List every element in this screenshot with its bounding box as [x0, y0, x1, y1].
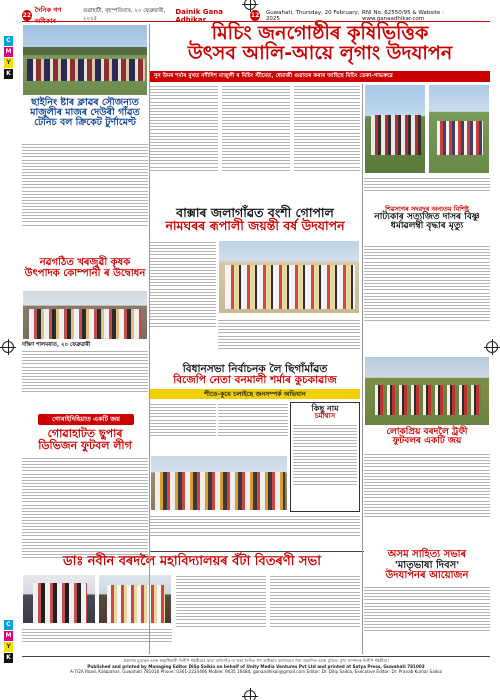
color-strip-yellow: Y [4, 58, 13, 68]
column-kicker: চৰ্মাশ্বাস [314, 412, 336, 421]
sahitya-body [364, 585, 490, 653]
sahitya-headline [364, 550, 490, 582]
date-line: গুৱাহাটী, বৃহস্পতিবাৰ, ২০ ফেব্ৰুৱাৰী, ২০২৫ [82, 7, 166, 22]
column-rule [149, 24, 150, 654]
footer-divider [22, 656, 490, 657]
sahitya-title-line-1: অসম সাহিত্য সভাৰ [387, 549, 467, 560]
football-headline [22, 428, 148, 451]
cricket-body [22, 142, 148, 254]
date-en: Guwahati, Thursday, 20 February, 2025 [265, 9, 360, 22]
paper-name: দৈনিক গণ অধিকাৰ [34, 5, 62, 25]
lead-photo-2 [428, 84, 490, 174]
cricket-headline: ছাইনিং ষ্টাৰ ক্লাৱৰ সৌজন্যত মাজুলীৰ মাজৰ দেউৰী গাঁৱত টেনিচ বল ক্রিকেট টুর্ণামেণ্ট [30, 97, 140, 128]
football-tag-text: গোৰাইদিহিয়াত একটি জয় [52, 415, 120, 423]
bjp-photo [150, 455, 288, 511]
bjp-body-col-2 [218, 402, 288, 452]
lead-title-line-1: মিচিং জনগোষ্ঠীৰ কৃষিভিত্তিক [211, 22, 429, 44]
bjp-body-col-3 [150, 514, 360, 548]
column-box [290, 402, 360, 512]
trophy-body [364, 452, 490, 548]
column-rule [362, 84, 363, 654]
namghar-photo [218, 240, 360, 314]
bjp-subheadline [150, 389, 360, 399]
lead-photo-caption [364, 176, 490, 202]
page-number-left: 22 [22, 12, 32, 19]
registration-mark-left [2, 341, 14, 353]
color-strip-yellow: Y [4, 642, 13, 652]
lead-photo-1 [364, 84, 426, 174]
color-strip-magenta: M [5, 632, 12, 639]
page-number-right: 12 [250, 12, 260, 19]
footer-line-3: A-7/2A Road, Kalapahar, Guwahati 781016 Phone: 0361-2224466 Mobile: 9435 16484, ganaadhikar@gmail.com Editor: Dr. Dilip Saikia, Executive Editor: Dr. Pranab Kumar Saikia [69, 669, 443, 675]
bjp-title-line-1: বিধানসভা নিৰ্বাচনক লৈ ছিগাঁমাঁৱত [182, 363, 328, 375]
namghar-headline [150, 206, 360, 232]
sahitya-title-line-3: উদযাপনৰ আয়োজন [385, 570, 469, 581]
obituary-headline [364, 206, 490, 232]
column-body [293, 423, 357, 507]
trophy-headline [364, 428, 490, 447]
college-photo-2 [98, 574, 172, 624]
college-headline: ডাঃ নবীন বৰদলৈ মহাবিদ্যালয়ৰ বঁটা বিতৰণী সভা [63, 554, 321, 569]
bjp-sub-text: শীতে-কুমে চলাইছে জনসম্পর্ক অভিযান [204, 390, 306, 398]
trophy-title-line-1: লোকপ্রিয় বৰদলৈ ট্রফী [386, 427, 468, 437]
trophy-title-line-2: ফুটবলৰ একটি জয় [392, 436, 462, 447]
registration-mark-bottom [244, 690, 256, 700]
fpc-caption: দক্ষিণ শালমৰাত, ২০ ফেব্ৰুৱাৰী [22, 342, 91, 348]
lead-body-col-3 [294, 84, 360, 202]
color-strip-cyan: C [4, 36, 13, 46]
namghar-title-line-1: বাক্সাৰ জলাগাঁৱত বংশী গোপাল [176, 205, 334, 220]
color-strip-magenta: M [5, 48, 12, 55]
footer-line-1: প্রকাশক মুদ্রাকৰ আৰু স্বত্বাধিকাৰী দিলীপ শইকীয়াৰ দ্বাৰা মালিগাঁও-ত থকা দৈনিক গণ অধিকাৰ কাৰ্যালয়ৰ পৰা প্রকাশিত আৰু মুদ্রিত। মুখ্য সম্পাদক দিলীপ শইকীয়া। [123, 658, 389, 663]
bjp-title-line-2: বিজেপি নেতা বনমালী শৰ্মাৰ কুচকাৱাজ [173, 374, 337, 387]
section-divider [150, 551, 364, 552]
football-title-line-1: গোৱাহাটত ছুপাৰ [47, 427, 123, 440]
college-body-col-1 [176, 574, 266, 652]
namghar-title-line-2: নামঘৰৰ ৰূপালী জয়ন্তী বৰ্ষ উদযাপন [165, 218, 345, 234]
obituary-title-line-3: ধৰ্মাৱলম্বী বৃদ্ধাৰ মৃত্যু [390, 221, 464, 232]
football-title-line-2: ডিভিজন ফুটবল লীগ [38, 438, 132, 452]
fpc-title: নৱগঠিত খৰজুৱী কৃষক উৎপাদক কোম্পানী ৰ উদ্বোধন [24, 257, 146, 279]
college-photo-caption [22, 627, 172, 651]
lead-subheadline: নুন উমৰ শৰ্মাৰ মুখত নদীদিশ মাজুলী ৰ মিচিং স্টীমেত, ধেমাজী গুৱাতৰ কৰাৰ আহিছে মিচিং ডেকা-গাভৰুৱে [150, 71, 490, 82]
obituary-body [364, 244, 490, 352]
footer [22, 658, 490, 675]
column-title: কিছু নাম [311, 404, 339, 413]
lead-body-col-2 [222, 84, 290, 202]
namghar-body-col-1 [150, 240, 216, 360]
football-match-photo [364, 356, 490, 426]
color-strip-black: K [4, 69, 13, 79]
namghar-body-col-2 [218, 318, 360, 362]
footer-line-2: Published and printed by Managing Editor Dilip Saikia on behalf of Unity Media Ventures Pvt Ltd and printed at Satya Press, Guwahati 781003 [87, 663, 425, 669]
masthead: Dainik Gana Adhikar [175, 7, 223, 24]
bjp-headline [150, 364, 360, 386]
lead-title-line-2: উৎসব আলি-আয়ে লৃগাং উদযাপন [187, 41, 453, 64]
color-strip-cyan: C [4, 620, 13, 630]
bjp-body-col-1 [150, 402, 216, 452]
obituary-title-line-2: নাট্যকাৰ সত্যজিত দাসৰ বিষ্ণু [374, 211, 480, 222]
page-header [22, 5, 490, 25]
lead-body-col-1 [150, 84, 218, 202]
cricket-photo [22, 24, 148, 96]
obituary-title-line-1: শিৱসাগৰ সদরদৰ অন্যতম বিশিষ্ট [385, 205, 469, 213]
fpc-headline [22, 258, 148, 279]
fpc-body [22, 349, 148, 409]
color-strip-black: K [4, 653, 13, 663]
lead-headline [150, 24, 490, 64]
sahitya-title-line-2: 'মাতৃভাষা দিবস' [394, 559, 460, 571]
college-photo-1 [22, 574, 96, 624]
football-tag [38, 414, 134, 425]
fpc-photo [22, 290, 148, 340]
college-body-col-2 [270, 574, 360, 652]
rni-line: RNI No. 62550/95 & Website : www.ganaadhikar.com [362, 9, 444, 22]
